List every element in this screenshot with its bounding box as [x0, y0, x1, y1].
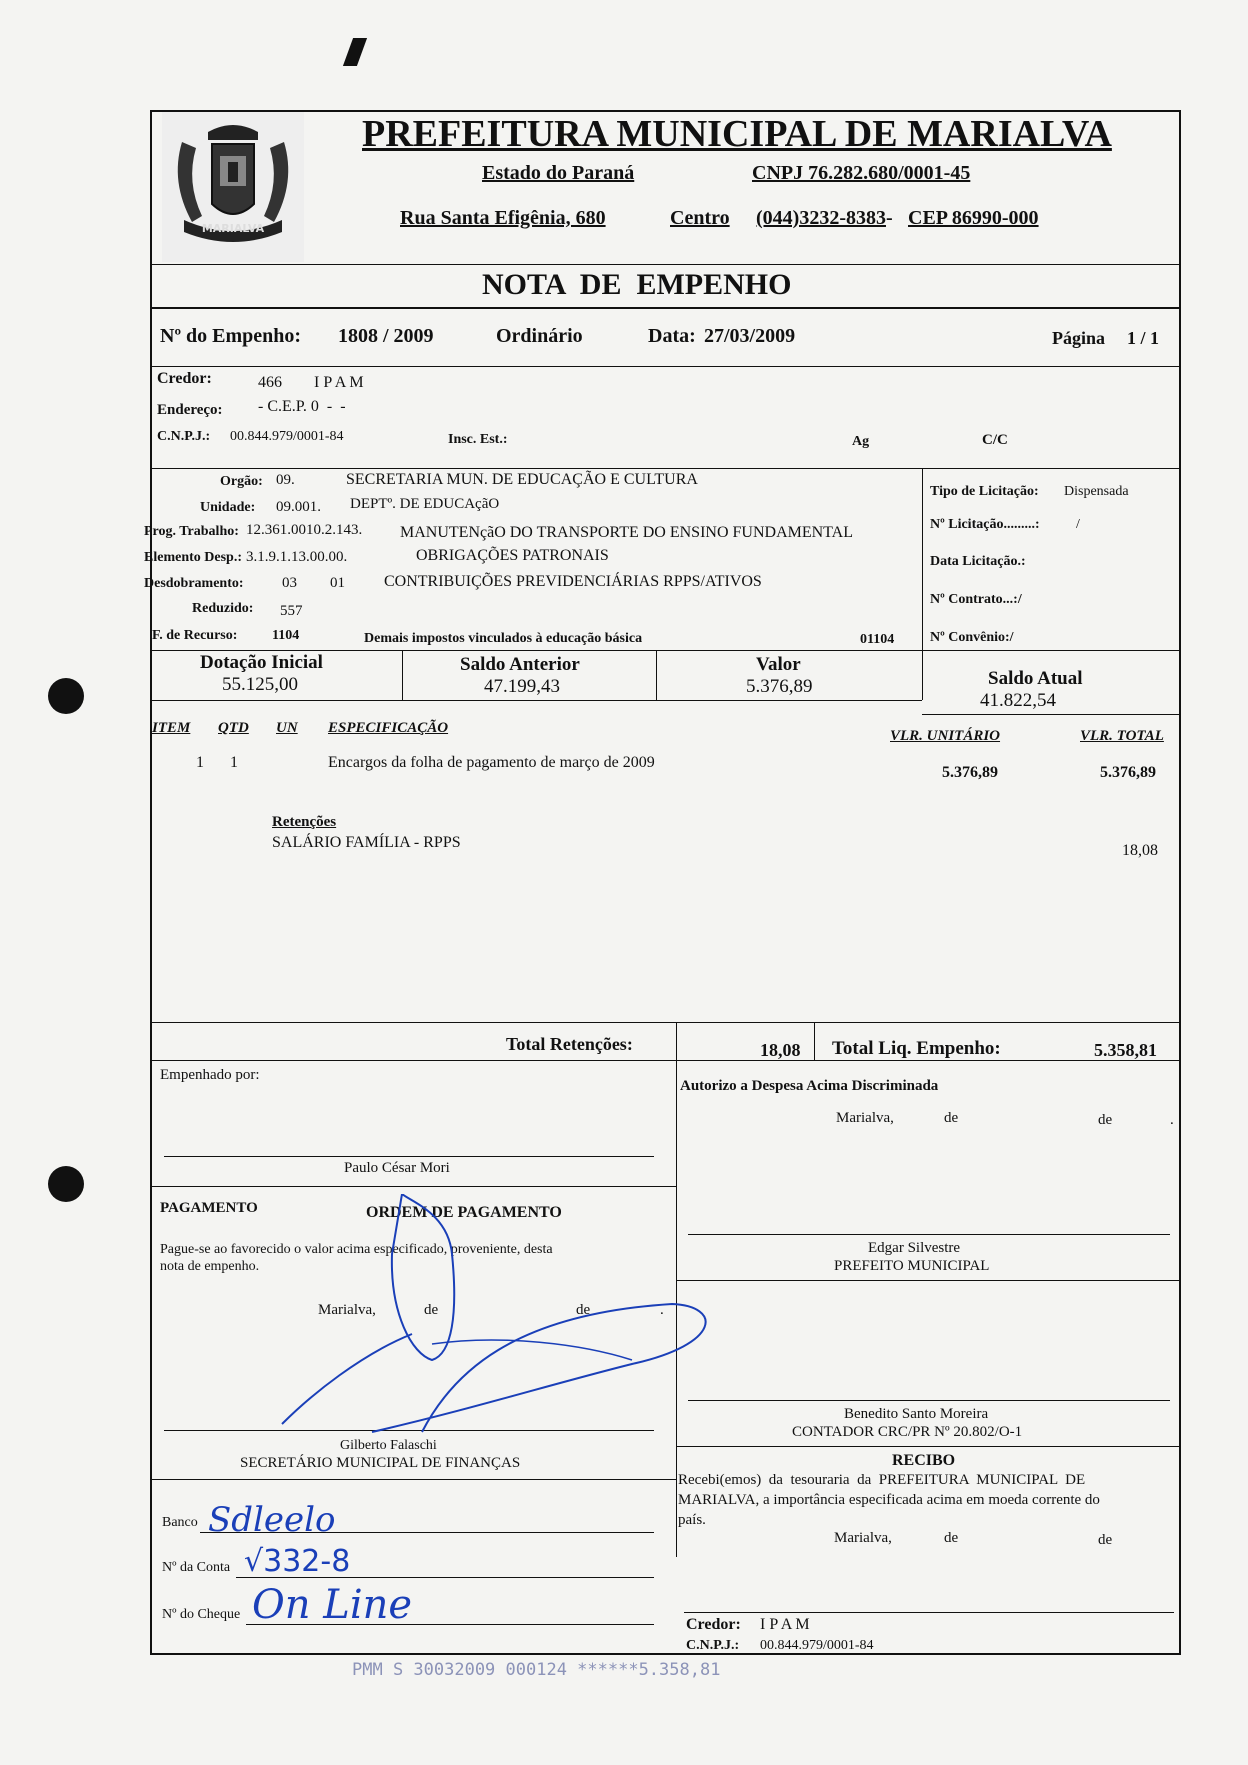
page-title: PREFEITURA MUNICIPAL DE MARIALVA	[362, 113, 1112, 155]
desdobramento-code1: 03	[282, 575, 297, 591]
credor-label: Credor:	[157, 370, 212, 387]
contrato-label: Nº Contrato...:/	[930, 592, 1022, 607]
empenho-number-label: Nº do Empenho:	[160, 325, 302, 347]
coat-of-arms-logo	[162, 112, 304, 262]
orgao-label: Orgão:	[220, 474, 263, 489]
num-licitacao-value: /	[1076, 517, 1080, 532]
pagamento-text-line2: nota de empenho.	[160, 1259, 260, 1274]
recibo-credor-value: I P A M	[760, 1616, 810, 1633]
nota-de-empenho-form	[144, 110, 1181, 1655]
retencao-desc: SALÁRIO FAMÍLIA - RPPS	[272, 834, 461, 851]
prog-trabalho-label: Prog. Trabalho:	[144, 524, 239, 539]
recibo-cnpj-value: 00.844.979/0001-84	[760, 1638, 874, 1653]
item-qtd: 1	[230, 754, 238, 771]
credor-code: 466	[258, 374, 282, 391]
insc-est-label: Insc. Est.:	[448, 432, 508, 447]
empenhado-por-name: Paulo César Mori	[344, 1160, 450, 1176]
recibo-cnpj-label: C.N.P.J.:	[686, 1638, 740, 1653]
empenho-number: 1808 / 2009	[338, 325, 434, 347]
conta-label: Nº da Conta	[162, 1560, 231, 1575]
elemento-label: Elemento Desp.:	[144, 550, 242, 565]
unidade-desc: DEPTº. DE EDUCAçãO	[350, 496, 500, 512]
cheque-label: Nº do Cheque	[162, 1607, 241, 1622]
total-retencoes-label: Total Retenções:	[506, 1034, 633, 1054]
col-vlr-unitario: VLR. UNITÁRIO	[890, 728, 1001, 744]
item-number: 1	[196, 754, 204, 771]
total-liquido-value: 5.358,81	[1094, 1040, 1157, 1060]
recibo-text-line3: país.	[678, 1512, 706, 1528]
pagamento-city: Marialva,	[318, 1302, 376, 1318]
dotacao-label: Dotação Inicial	[200, 652, 323, 673]
desdobramento-desc: CONTRIBUIÇÕES PREVIDENCIÁRIAS RPPS/ATIVOS	[384, 573, 762, 590]
recibo-credor-label: Credor:	[686, 1616, 741, 1633]
reduzido-label: Reduzido:	[192, 601, 254, 616]
recibo-de2: de	[1098, 1532, 1113, 1548]
pagamento-de2: de	[576, 1302, 591, 1318]
ag-label: Ag	[852, 434, 870, 449]
prog-trabalho-desc: MANUTENçãO DO TRANSPORTE DO ENSINO FUNDAMENTAL	[400, 524, 853, 541]
recibo-text-line2: MARIALVA, a importância especificada acima em moeda corrente do	[678, 1492, 1100, 1508]
fonte-recurso-desc: Demais impostos vinculados à educação básica	[364, 631, 643, 646]
pagamento-text-line1: Pague-se ao favorecido o valor acima especificado, proveniente, desta	[160, 1242, 553, 1257]
handwritten-signature	[252, 1194, 732, 1444]
address-district: Centro	[670, 207, 730, 229]
unidade-label: Unidade:	[200, 500, 256, 515]
secretario-name: Gilberto Falaschi	[340, 1438, 437, 1453]
col-item: ITEM	[152, 720, 191, 736]
banco-label: Banco	[162, 1515, 198, 1530]
fonte-recurso-label: F. de Recurso:	[152, 628, 238, 643]
elemento-code: 3.1.9.1.13.00.00.	[246, 549, 348, 565]
fonte-recurso-code2: 01104	[860, 632, 895, 647]
autorizo-dot: .	[1170, 1112, 1174, 1128]
saldo-anterior-value: 47.199,43	[484, 676, 560, 697]
valor-label: Valor	[756, 654, 801, 675]
state-name: Estado do Paraná	[482, 162, 635, 184]
saldo-anterior-label: Saldo Anterior	[460, 654, 580, 675]
cnpj-header: CNPJ 76.282.680/0001-45	[752, 162, 971, 184]
total-retencoes-value: 18,08	[760, 1040, 801, 1060]
empenhado-por-label: Empenhado por:	[160, 1067, 260, 1083]
autorizo-de1: de	[944, 1110, 959, 1126]
contador-title: CONTADOR CRC/PR Nº 20.802/O-1	[792, 1424, 1023, 1440]
saldo-atual-label: Saldo Atual	[988, 668, 1083, 689]
orgao-code: 09.	[276, 472, 295, 488]
num-licitacao-label: Nº Licitação.........:	[930, 517, 1040, 532]
date-label: Data:	[648, 325, 696, 347]
dotacao-value: 55.125,00	[222, 674, 298, 695]
item-desc: Encargos da folha de pagamento de março de 2009	[328, 754, 655, 771]
hole-punch-bottom	[48, 1166, 84, 1202]
address-separator: -	[886, 207, 893, 229]
saldo-atual-value: 41.822,54	[980, 690, 1056, 711]
page-label: Página	[1052, 328, 1106, 348]
endereco-label: Endereço:	[157, 402, 223, 418]
tipo-licitacao-label: Tipo de Licitação:	[930, 484, 1039, 499]
convenio-label: Nº Convênio:/	[930, 630, 1014, 645]
date-value: 27/03/2009	[704, 325, 796, 347]
desdobramento-label: Desdobramento:	[144, 576, 244, 591]
valor-value: 5.376,89	[746, 676, 813, 697]
logo-text: MARIALVA	[201, 222, 265, 235]
secretario-title: SECRETÁRIO MUNICIPAL DE FINANÇAS	[240, 1455, 521, 1471]
address-street: Rua Santa Efigênia, 680	[400, 207, 606, 229]
cnpj-value: 00.844.979/0001-84	[230, 429, 344, 444]
retencao-value: 18,08	[1122, 842, 1158, 859]
unidade-code: 09.001.	[276, 499, 321, 515]
item-vlr-unitario: 5.376,89	[942, 764, 998, 781]
pagamento-de1: de	[424, 1302, 439, 1318]
page-number: 1 / 1	[1127, 328, 1160, 348]
autorizo-label: Autorizo a Despesa Acima Discriminada	[680, 1078, 939, 1094]
prefeito-title: PREFEITO MUNICIPAL	[834, 1258, 990, 1274]
scan-mark	[343, 38, 367, 66]
empenho-type: Ordinário	[496, 325, 583, 347]
contador-name: Benedito Santo Moreira	[844, 1406, 989, 1422]
item-vlr-total: 5.376,89	[1100, 764, 1156, 781]
cc-label: C/C	[982, 432, 1008, 448]
prefeito-name: Edgar Silvestre	[868, 1240, 961, 1256]
col-vlr-total: VLR. TOTAL	[1080, 728, 1164, 744]
orgao-desc: SECRETARIA MUN. DE EDUCAÇÃO E CULTURA	[346, 471, 698, 488]
banco-handwritten: Sdleelo	[208, 1500, 336, 1540]
recibo-title: RECIBO	[892, 1452, 956, 1469]
cheque-handwritten: On Line	[252, 1582, 413, 1628]
retencoes-title: Retenções	[272, 814, 337, 830]
total-liquido-label: Total Liq. Empenho:	[832, 1038, 1001, 1059]
recibo-de1: de	[944, 1530, 959, 1546]
reduzido-value: 557	[280, 603, 303, 619]
elemento-desc: OBRIGAÇÕES PATRONAIS	[416, 547, 609, 564]
autorizo-de2: de	[1098, 1112, 1113, 1128]
prog-trabalho-code: 12.361.0010.2.143.	[246, 522, 363, 538]
data-licitacao-label: Data Licitação.:	[930, 554, 1026, 569]
autorizo-city: Marialva,	[836, 1110, 894, 1126]
pagamento-dot: .	[660, 1302, 664, 1318]
address-cep: CEP 86990-000	[908, 207, 1039, 229]
hole-punch-top	[48, 678, 84, 714]
address-phone: (044)3232-8383	[756, 207, 886, 229]
fonte-recurso-code: 1104	[272, 628, 300, 643]
desdobramento-code2: 01	[330, 575, 345, 591]
endereco-value: - C.E.P. 0 - -	[258, 398, 346, 415]
tipo-licitacao-value: Dispensada	[1064, 484, 1129, 499]
col-especificacao: ESPECIFICAÇÃO	[328, 720, 449, 736]
recibo-text-line1: Recebi(emos) da tesouraria da PREFEITURA MUNICIPAL DE	[678, 1472, 1086, 1488]
recibo-city: Marialva,	[834, 1530, 892, 1546]
col-qtd: QTD	[218, 720, 249, 736]
conta-handwritten: √332-8	[244, 1544, 351, 1579]
col-un: UN	[276, 720, 298, 736]
pagamento-label: PAGAMENTO	[160, 1200, 258, 1216]
cnpj-label: C.N.P.J.:	[157, 429, 211, 444]
ordem-pagamento-title: ORDEM DE PAGAMENTO	[366, 1204, 562, 1221]
bank-stamp: PMM S 30032009 000124 ******5.358,81	[352, 1660, 721, 1680]
credor-name: I P A M	[314, 374, 364, 391]
document-title: NOTA DE EMPENHO	[482, 268, 792, 301]
